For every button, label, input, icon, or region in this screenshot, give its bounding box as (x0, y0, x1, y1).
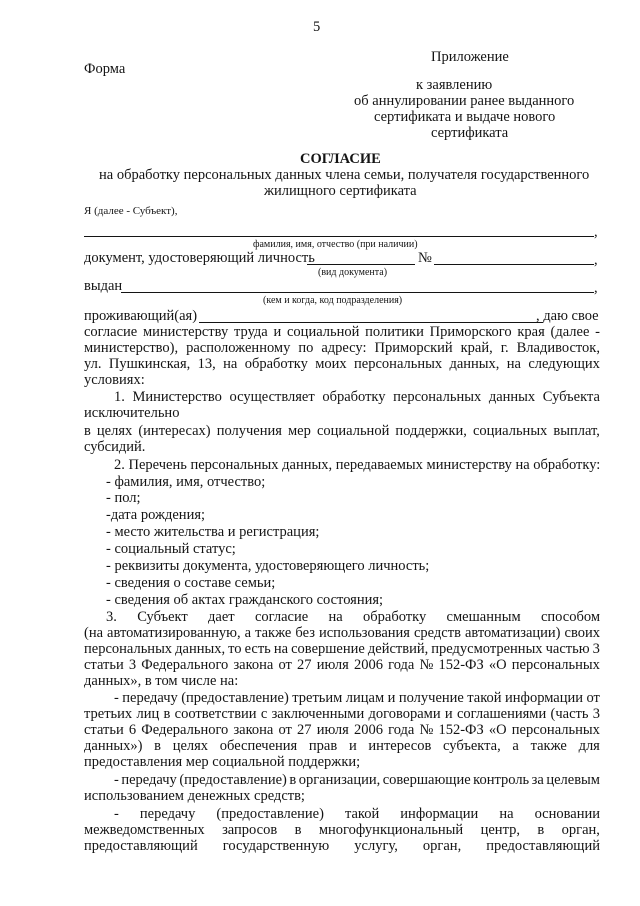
document-label: документ, удостоверяющий личность (84, 250, 315, 266)
clause-2-heading: 2. Перечень персональных данных, передаваемых министерству на обработку: (114, 457, 601, 473)
clause-3-line: персональных данных, то есть на совершение действий, предусмотренных частью 3 (84, 641, 600, 657)
transfer-3-line: - передачу (предоставление) такой информации на основании (114, 806, 600, 822)
appendix-line: к заявлению (416, 77, 493, 93)
transfer-3-line: межведомственных запросов в многофункциональный центр, в орган, (84, 822, 600, 838)
fio-line[interactable] (84, 236, 594, 237)
transfer-2-line: - передачу (предоставление) в организации, совершающие контроль за целевым (114, 772, 600, 788)
document-type-line[interactable] (307, 264, 415, 265)
clause-2-item: - реквизиты документа, удостоверяющего личность; (106, 558, 430, 574)
transfer-1-line: данных») в целях обеспечения прав и интересов субъекта, а также для (84, 738, 600, 754)
clause-2-item: - пол; (106, 490, 141, 506)
intro-line: министерство), расположенному по адресу: Приморский край, г. Владивосток, (84, 340, 600, 356)
transfer-1-line: предоставления мер социальной поддержки; (84, 754, 361, 770)
residing-line[interactable] (199, 322, 543, 323)
clause-1-line: субсидий. (84, 439, 146, 455)
clause-3-line: данных», в том числе на: (84, 673, 239, 689)
issued-caption: (кем и когда, код подразделения) (263, 295, 403, 306)
subject-intro: Я (далее - Субъект), (84, 205, 178, 217)
page-number: 5 (313, 19, 321, 35)
clause-3-line: (на автоматизированную, а также без использования средств автоматизации) своих (84, 625, 600, 641)
document-title: СОГЛАСИЕ (300, 151, 381, 167)
clause-2-item: - сведения о составе семьи; (106, 575, 276, 591)
clause-3-line: 3. Субъект дает согласие на обработку смешанным способом (106, 609, 600, 625)
transfer-3-line: предоставляющий государственную услугу, орган, предоставляющий (84, 838, 600, 854)
form-label: Форма (84, 61, 126, 77)
clause-2-item: - место жительства и регистрация; (106, 524, 320, 540)
intro-line: согласие министерству труда и социальной политики Приморского края (далее - (84, 324, 600, 340)
transfer-1-line: третьих лиц в соответствии с заключенными договорами и соглашениями (часть 3 (84, 706, 600, 722)
appendix-line: сертификата (431, 125, 509, 141)
clause-1-line: 1. Министерство осуществляет обработку персональных данных Субъекта (114, 389, 600, 405)
document-subtitle: жилищного сертификата (264, 183, 417, 199)
document-number-comma: , (594, 252, 598, 268)
transfer-2-line: использованием денежных средств; (84, 788, 305, 804)
document-number-line[interactable] (434, 264, 594, 265)
intro-line: условиях: (84, 372, 145, 388)
clause-2-item: - социальный статус; (106, 541, 236, 557)
document-subtitle: на обработку персональных данных члена семьи, получателя государственного (99, 167, 590, 183)
issued-comma: , (594, 280, 598, 296)
number-sign: № (418, 250, 432, 266)
residing-label: проживающий(ая) (84, 308, 198, 324)
consent-tail: , даю свое (536, 308, 599, 324)
fio-line-comma: , (594, 224, 598, 240)
clause-1-line: исключительно (84, 405, 180, 421)
fio-caption: фамилия, имя, отчество (при наличии) (253, 239, 418, 250)
clause-2-item: -дата рождения; (106, 507, 206, 523)
issued-label: выдан (84, 278, 123, 294)
transfer-1-line: - передачу (предоставление) третьим лицам и получение такой информации от (114, 690, 600, 706)
clause-2-item: - сведения об актах гражданского состояния; (106, 592, 384, 608)
appendix-label: Приложение (431, 49, 509, 65)
document-type-caption: (вид документа) (318, 267, 388, 278)
clause-3-line: статьи 3 Федерального закона от 27 июля 2006 года № 152-ФЗ «О персональных (84, 657, 600, 673)
transfer-1-line: статьи 6 Федерального закона от 27 июля 2006 года № 152-ФЗ «О персональных (84, 722, 600, 738)
clause-1-line: в целях (интересах) получения мер социальной поддержки, социальных выплат, (84, 423, 600, 439)
clause-2-item: - фамилия, имя, отчество; (106, 474, 266, 490)
appendix-line: сертификата и выдаче нового (374, 109, 556, 125)
intro-line: ул. Пушкинская, 13, на обработку моих персональных данных, на следующих (84, 356, 600, 372)
issued-line[interactable] (121, 292, 594, 293)
appendix-line: об аннулировании ранее выданного (354, 93, 575, 109)
